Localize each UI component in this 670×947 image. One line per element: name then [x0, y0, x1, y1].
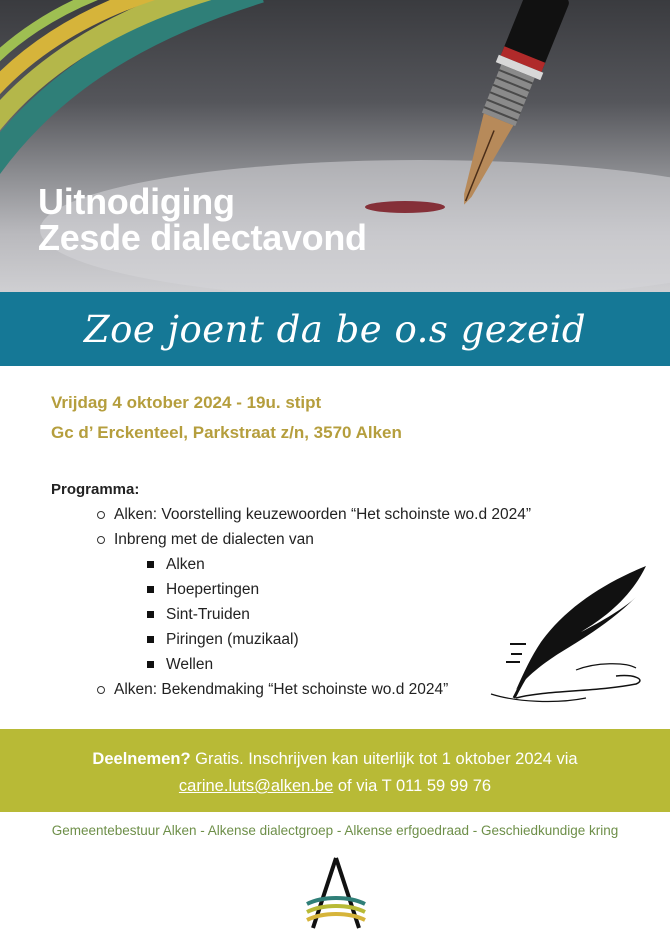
tagline: Zoe joent da be o.s gezeid: [83, 307, 587, 351]
circle-bullet-icon: [97, 536, 105, 544]
list-item: [144, 552, 531, 577]
registration-banner: [0, 729, 670, 812]
program-list: [92, 502, 531, 702]
event-location: Gc d’ Erckenteel, Parkstraat z/n, 3570 Alken: [51, 423, 402, 442]
square-bullet-icon: [147, 636, 154, 643]
event-date-time: Vrijdag 4 oktober 2024 - 19u. stipt: [51, 393, 322, 412]
list-item: [144, 627, 531, 652]
program-title: Programma:: [51, 481, 140, 498]
organizers-footer: Gemeentebestuur Alken - Alkense dialectgroep - Alkense erfgoedraad - Geschiedkundige kring: [51, 823, 619, 838]
program-item-1: Alken: Voorstelling keuzewoorden “Het schoinste wo.d 2024”: [114, 506, 532, 523]
program-item-2: Inbreng met de dialecten van: [114, 531, 314, 548]
cta-text-1: Gratis. Inschrijven kan uiterlijk tot 1 oktober 2024 via: [190, 750, 578, 768]
square-bullet-icon: [147, 661, 154, 668]
circle-bullet-icon: [97, 686, 105, 694]
program-item-3: Alken: Bekendmaking “Het schoinste wo.d 2024”: [114, 681, 449, 698]
hero-banner: [0, 0, 670, 292]
email-link[interactable]: carine.luts@alken.be: [178, 777, 334, 795]
list-item: [144, 652, 531, 677]
tagline-band: [0, 292, 670, 366]
cta-lead: Deelnemen?: [92, 750, 191, 768]
list-item: [144, 577, 531, 602]
hero-title: [38, 181, 367, 258]
hero-title-line1: Uitnodiging: [38, 181, 235, 222]
dialect-list: [114, 552, 531, 677]
dialect-item: Piringen (muzikaal): [166, 631, 299, 648]
hero-title-line2: Zesde dialectavond: [38, 217, 367, 258]
event-info: [51, 392, 402, 452]
square-bullet-icon: [147, 561, 154, 568]
list-item: [92, 677, 531, 702]
list-item: [144, 602, 531, 627]
quill-icon: [486, 562, 656, 707]
list-item: [92, 527, 531, 677]
alken-logo-icon: [303, 856, 369, 930]
dialect-item: Wellen: [166, 656, 214, 673]
dialect-item: Sint-Truiden: [166, 606, 250, 623]
list-item: [92, 502, 531, 527]
dialect-item: Hoepertingen: [166, 581, 260, 598]
cta-text-2: of via T 011 59 99 76: [333, 777, 492, 795]
square-bullet-icon: [147, 611, 154, 618]
circle-bullet-icon: [97, 511, 105, 519]
dialect-item: Alken: [166, 556, 205, 573]
square-bullet-icon: [147, 586, 154, 593]
